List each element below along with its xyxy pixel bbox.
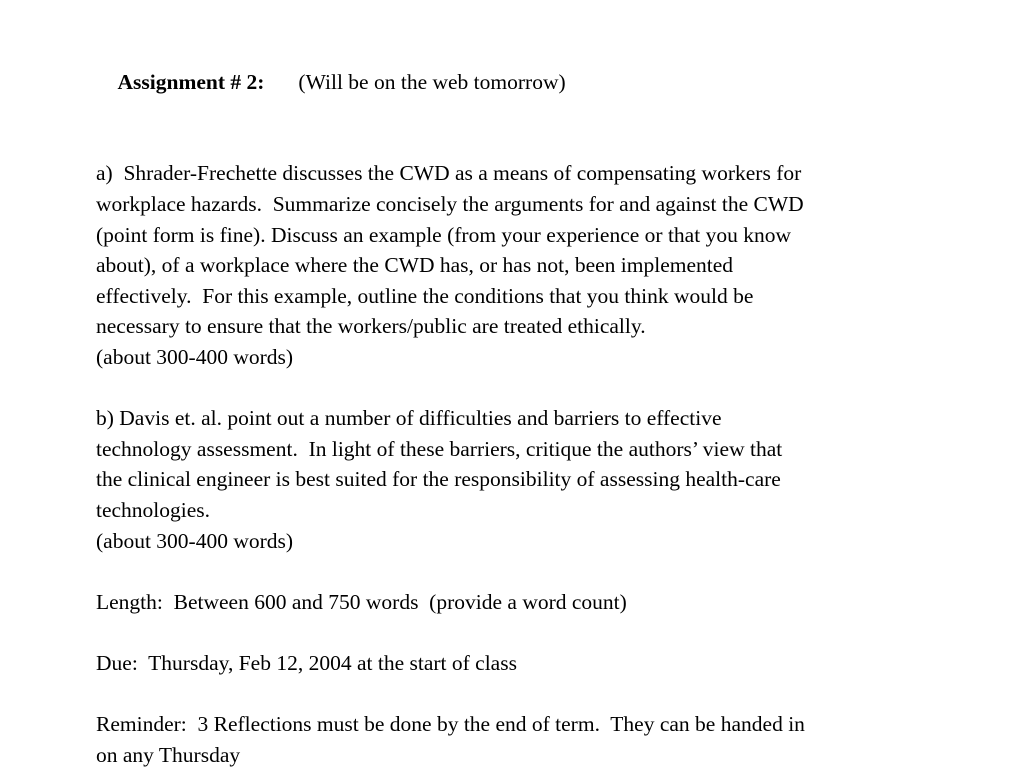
- assignment-heading: [96, 36, 976, 128]
- reminder-line: on any Thursday: [96, 742, 241, 767]
- part-a-word-note: (about 300-400 words): [96, 344, 294, 369]
- reminder-section: [96, 709, 976, 770]
- length-requirement: Length: Between 600 and 750 words (provide a word count): [96, 589, 627, 614]
- assignment-title: Assignment # 2:: [117, 69, 265, 94]
- due-date: Due: Thursday, Feb 12, 2004 at the start of class: [96, 650, 517, 675]
- part-b-line: technologies.: [96, 497, 211, 522]
- part-b-word-note: (about 300-400 words): [96, 528, 294, 553]
- spacer: [96, 128, 976, 159]
- part-a-line: (point form is fine). Discuss an example (from your experience or that you know: [96, 222, 791, 247]
- spacer: [96, 617, 976, 648]
- assignment-web-note: (Will be on the web tomorrow): [298, 69, 566, 94]
- part-a-line: a) Shrader-Frechette discusses the CWD as a means of compensating workers for: [96, 161, 802, 186]
- part-a-section: [96, 158, 976, 372]
- part-b-section: [96, 403, 976, 556]
- reminder-line: Reminder: 3 Reflections must be done by the end of term. They can be handed in: [96, 712, 805, 737]
- spacer: [96, 678, 976, 709]
- spacer: [96, 373, 976, 404]
- spacer: [96, 556, 976, 587]
- part-a-line: necessary to ensure that the workers/public are treated ethically.: [96, 314, 646, 339]
- part-a-line: workplace hazards. Summarize concisely the arguments for and against the CWD: [96, 191, 804, 216]
- part-b-line: technology assessment. In light of these barriers, critique the authors’ view that: [96, 436, 783, 461]
- part-a-line: effectively. For this example, outline the conditions that you think would be: [96, 283, 754, 308]
- part-b-line: b) Davis et. al. point out a number of difficulties and barriers to effective: [96, 406, 722, 431]
- part-a-line: about), of a workplace where the CWD has, or has not, been implemented: [96, 253, 734, 278]
- assignment-slide: [96, 36, 976, 770]
- part-b-line: the clinical engineer is best suited for the responsibility of assessing health-care: [96, 467, 781, 492]
